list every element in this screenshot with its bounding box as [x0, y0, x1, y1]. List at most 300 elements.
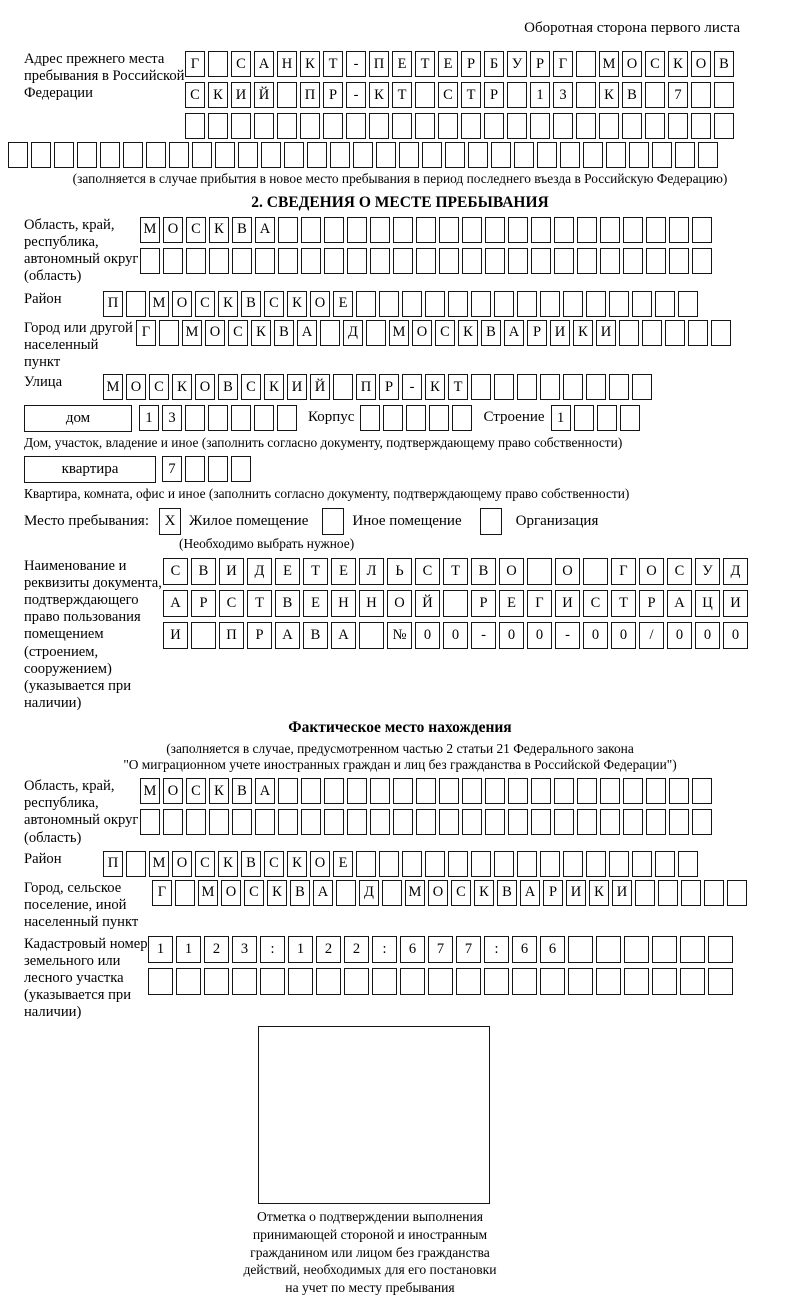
char-box [692, 778, 712, 804]
char-box [554, 809, 574, 835]
char-box: В [303, 622, 328, 649]
char-box [416, 217, 436, 243]
char-box [527, 558, 552, 585]
char-box: Т [415, 51, 435, 77]
char-box: 2 [316, 936, 341, 963]
char-box [439, 248, 459, 274]
char-box [8, 142, 28, 168]
char-box [324, 248, 344, 274]
prev-address-label: Адрес прежнего места пребывания в Российской Федерации [24, 51, 185, 102]
char-box: 7 [428, 936, 453, 963]
char-box [402, 851, 422, 877]
char-box [323, 113, 343, 139]
char-box [652, 142, 672, 168]
option-organization-label: Организация [515, 512, 599, 529]
char-box [531, 809, 551, 835]
char-box [277, 405, 297, 431]
actual-oblast-field [24, 778, 776, 847]
char-box: С [228, 320, 248, 346]
char-box [462, 778, 482, 804]
char-box: У [507, 51, 527, 77]
char-box [320, 320, 340, 346]
char-box: С [415, 558, 440, 585]
char-box [415, 113, 435, 139]
char-box: С [186, 217, 206, 243]
char-box: Н [359, 590, 384, 617]
char-box [646, 217, 666, 243]
city-field [24, 320, 776, 372]
char-box-row [140, 778, 712, 804]
char-box [554, 248, 574, 274]
char-box: 0 [667, 622, 692, 649]
char-box: Р [527, 320, 547, 346]
char-box [415, 82, 435, 108]
char-box [359, 622, 384, 649]
char-box [254, 113, 274, 139]
char-box: С [219, 590, 244, 617]
char-box: Т [461, 82, 481, 108]
char-box [382, 880, 402, 906]
char-box: П [300, 82, 320, 108]
cadastre-label: Кадастровый номер земельного или лесного участка (указывается при наличии) [24, 935, 148, 1021]
cadastre-field [24, 936, 776, 1022]
city-label: Город или другой населенный пункт [24, 319, 133, 371]
char-box: С [186, 778, 206, 804]
korpus-label: Корпус [308, 409, 355, 426]
char-box: И [596, 320, 616, 346]
char-box [507, 82, 527, 108]
char-box [185, 405, 205, 431]
char-box-row [136, 320, 731, 346]
char-box: К [474, 880, 494, 906]
char-box [680, 936, 705, 963]
char-box [209, 248, 229, 274]
char-box [597, 405, 617, 431]
char-box: В [241, 851, 261, 877]
char-box [681, 880, 701, 906]
char-box [278, 809, 298, 835]
char-box [126, 851, 146, 877]
char-box: В [275, 590, 300, 617]
char-box: Н [277, 51, 297, 77]
char-box: 3 [162, 405, 182, 431]
char-box [208, 51, 228, 77]
char-box: О [163, 217, 183, 243]
char-box [192, 142, 212, 168]
char-box: Р [471, 590, 496, 617]
char-box: О [195, 374, 215, 400]
char-box [540, 968, 565, 995]
char-box [600, 217, 620, 243]
char-box [232, 248, 252, 274]
char-box: С [231, 51, 251, 77]
char-box [586, 291, 606, 317]
char-box: В [232, 217, 252, 243]
char-box [425, 291, 445, 317]
char-box: К [287, 291, 307, 317]
char-box [191, 622, 216, 649]
char-box [438, 113, 458, 139]
stay-type-note: (Необходимо выбрать нужное) [179, 535, 355, 551]
char-box [336, 880, 356, 906]
char-box: Н [331, 590, 356, 617]
char-box: : [484, 936, 509, 963]
char-box [655, 291, 675, 317]
char-box [537, 142, 557, 168]
char-box [609, 374, 629, 400]
char-box [443, 590, 468, 617]
char-box: Д [723, 558, 748, 585]
char-box: М [405, 880, 425, 906]
char-box [393, 778, 413, 804]
char-box [140, 809, 160, 835]
char-box [376, 142, 396, 168]
actual-oblast-rows [140, 778, 712, 835]
char-box [260, 968, 285, 995]
apartment-note: Квартира, комната, офис и иное (заполнить согласно документу, подтверждающему право собственности) [24, 486, 630, 502]
apartment-type-box: квартира [24, 456, 156, 483]
char-box [632, 851, 652, 877]
char-box: 0 [499, 622, 524, 649]
char-box: О [163, 778, 183, 804]
char-box: Т [448, 374, 468, 400]
stroenie-boxes [551, 405, 640, 431]
char-box [623, 809, 643, 835]
char-box: К [218, 291, 238, 317]
char-box-row [103, 291, 698, 317]
char-box [658, 880, 678, 906]
char-box [554, 778, 574, 804]
char-box [531, 248, 551, 274]
char-box [425, 851, 445, 877]
char-box [669, 217, 689, 243]
char-box: В [274, 320, 294, 346]
char-box-row [140, 248, 712, 274]
char-box: А [275, 622, 300, 649]
char-box [255, 248, 275, 274]
char-box: А [504, 320, 524, 346]
char-box [175, 880, 195, 906]
char-box: Ь [387, 558, 412, 585]
char-box: 3 [553, 82, 573, 108]
char-box [126, 291, 146, 317]
char-box [665, 320, 685, 346]
char-box [402, 291, 422, 317]
char-box [353, 142, 373, 168]
char-box: А [667, 590, 692, 617]
char-box-row [185, 51, 734, 77]
char-box: К [589, 880, 609, 906]
char-box [577, 217, 597, 243]
char-box: Д [343, 320, 363, 346]
char-box: О [412, 320, 432, 346]
char-box [491, 142, 511, 168]
stay-type-label: Место пребывания: [24, 512, 149, 529]
actual-location-note-1: (заполняется в случае, предусмотренном частью 2 статьи 21 Федерального закона [166, 740, 634, 756]
char-box [208, 405, 228, 431]
char-box [484, 968, 509, 995]
char-box [324, 809, 344, 835]
char-box: Р [379, 374, 399, 400]
char-box [146, 142, 166, 168]
actual-raion-label: Район [24, 850, 62, 867]
char-box [301, 217, 321, 243]
char-box [176, 968, 201, 995]
char-box [462, 248, 482, 274]
char-box: 0 [723, 622, 748, 649]
char-box: Р [247, 622, 272, 649]
char-box [632, 374, 652, 400]
char-box [531, 778, 551, 804]
char-box: О [310, 291, 330, 317]
oblast-rows [140, 217, 712, 274]
option-residential-label: Жилое помещение [189, 512, 309, 529]
char-box [530, 113, 550, 139]
char-box [620, 405, 640, 431]
char-box [711, 320, 731, 346]
char-box [347, 809, 367, 835]
char-box: В [241, 291, 261, 317]
char-box [238, 142, 258, 168]
actual-city-label: Город, сельское поселение, иной населенный пункт [24, 879, 139, 931]
char-box: К [267, 880, 287, 906]
char-box: К [599, 82, 619, 108]
char-box: Т [392, 82, 412, 108]
char-box-row [103, 851, 698, 877]
char-box: А [255, 217, 275, 243]
char-box: 0 [415, 622, 440, 649]
char-box: О [499, 558, 524, 585]
char-box [254, 405, 274, 431]
char-box [462, 217, 482, 243]
char-box: Д [247, 558, 272, 585]
char-box: К [208, 82, 228, 108]
char-box: В [471, 558, 496, 585]
char-box [300, 113, 320, 139]
char-box: / [639, 622, 664, 649]
char-box [512, 968, 537, 995]
char-box: - [346, 51, 366, 77]
char-box [400, 968, 425, 995]
char-box [346, 113, 366, 139]
char-box: О [555, 558, 580, 585]
char-box [163, 248, 183, 274]
char-box [278, 778, 298, 804]
char-box: В [290, 880, 310, 906]
char-box [494, 851, 514, 877]
char-box-row [163, 622, 748, 649]
char-box: Й [310, 374, 330, 400]
char-box [360, 405, 380, 431]
char-box [577, 248, 597, 274]
char-box: К [668, 51, 688, 77]
actual-raion-field [24, 851, 776, 877]
oblast-field [24, 217, 776, 286]
char-box [531, 217, 551, 243]
char-box-row [185, 113, 734, 139]
char-box: 1 [139, 405, 159, 431]
char-box: И [555, 590, 580, 617]
char-box: - [402, 374, 422, 400]
char-box: А [254, 51, 274, 77]
char-box: Г [611, 558, 636, 585]
char-box: Г [527, 590, 552, 617]
char-box-row [152, 880, 747, 906]
char-box: Е [333, 291, 353, 317]
char-box: С [241, 374, 261, 400]
char-box: Е [333, 851, 353, 877]
char-box: В [218, 374, 238, 400]
char-box [344, 968, 369, 995]
char-box [577, 809, 597, 835]
char-box: С [645, 51, 665, 77]
char-box: - [346, 82, 366, 108]
char-box [169, 142, 189, 168]
char-box [583, 142, 603, 168]
char-box: В [481, 320, 501, 346]
char-box: С [438, 82, 458, 108]
char-box: Р [191, 590, 216, 617]
char-box [448, 291, 468, 317]
char-box [208, 113, 228, 139]
char-box: И [612, 880, 632, 906]
char-box: И [219, 558, 244, 585]
char-box: 0 [527, 622, 552, 649]
char-box: И [566, 880, 586, 906]
char-box [554, 217, 574, 243]
char-box [508, 809, 528, 835]
char-box [204, 968, 229, 995]
char-box: 2 [344, 936, 369, 963]
char-box [632, 291, 652, 317]
char-box [646, 248, 666, 274]
char-box: - [471, 622, 496, 649]
char-box-row [140, 809, 712, 835]
cadastre-rows [148, 936, 733, 995]
char-box [714, 82, 734, 108]
char-box: И [287, 374, 307, 400]
char-box: 6 [540, 936, 565, 963]
char-box: 7 [668, 82, 688, 108]
char-box: К [218, 851, 238, 877]
char-box: Е [331, 558, 356, 585]
char-box: С [264, 851, 284, 877]
char-box: Т [611, 590, 636, 617]
street-label: Улица [24, 374, 63, 391]
char-box: 2 [204, 936, 229, 963]
char-box: 7 [162, 456, 182, 482]
char-box [393, 217, 413, 243]
char-box: С [451, 880, 471, 906]
char-box [333, 374, 353, 400]
char-box [655, 851, 675, 877]
char-box: П [356, 374, 376, 400]
char-box-row [140, 217, 712, 243]
char-box [646, 809, 666, 835]
house-note: Дом, участок, владение и иное (заполнить согласно документу, подтверждающему право собственности) [24, 435, 623, 451]
char-box [577, 778, 597, 804]
char-box: Р [323, 82, 343, 108]
char-box: О [205, 320, 225, 346]
char-box: К [573, 320, 593, 346]
char-box: П [219, 622, 244, 649]
char-box [596, 936, 621, 963]
char-box: М [198, 880, 218, 906]
char-box [301, 778, 321, 804]
char-box: С [435, 320, 455, 346]
char-box: О [221, 880, 241, 906]
char-box [439, 217, 459, 243]
char-box [692, 809, 712, 835]
checkbox-other-premises [322, 508, 344, 535]
char-box [600, 778, 620, 804]
char-box: А [520, 880, 540, 906]
char-box: К [209, 217, 229, 243]
char-box [708, 936, 733, 963]
char-box [231, 456, 251, 482]
char-box: Т [247, 590, 272, 617]
char-box [301, 809, 321, 835]
char-box: О [172, 291, 192, 317]
char-box [692, 248, 712, 274]
char-box: О [691, 51, 711, 77]
prev-address-note: (заполняется в случае прибытия в новое место пребывания в период последнего въезда в Российскую Федерацию) [72, 171, 728, 186]
char-box: Й [254, 82, 274, 108]
char-box [600, 248, 620, 274]
char-box: У [695, 558, 720, 585]
char-box [231, 405, 251, 431]
char-box: Р [543, 880, 563, 906]
char-box: Р [639, 590, 664, 617]
char-box [278, 248, 298, 274]
char-box [619, 320, 639, 346]
char-box [159, 320, 179, 346]
char-box [652, 936, 677, 963]
char-box [393, 248, 413, 274]
char-box [714, 113, 734, 139]
char-box: - [555, 622, 580, 649]
char-box [324, 217, 344, 243]
char-box: С [149, 374, 169, 400]
char-box: 0 [583, 622, 608, 649]
char-box [231, 113, 251, 139]
char-box-row [103, 374, 652, 400]
char-box: Л [359, 558, 384, 585]
house-type-box: дом [24, 405, 132, 432]
char-box [599, 113, 619, 139]
stay-type-row [24, 508, 776, 535]
char-box [508, 248, 528, 274]
char-box: П [103, 851, 123, 877]
actual-location-note-2: "О миграционном учете иностранных граждан и лиц без гражданства в Российской Федерации") [123, 757, 677, 773]
char-box: К [300, 51, 320, 77]
char-box [583, 558, 608, 585]
apartment-row [24, 456, 776, 483]
char-box [629, 142, 649, 168]
char-box [494, 291, 514, 317]
char-box [622, 113, 642, 139]
char-box: Г [136, 320, 156, 346]
prev-address-rows [185, 51, 734, 139]
char-box: 1 [551, 405, 571, 431]
char-box [356, 291, 376, 317]
char-box [428, 968, 453, 995]
char-box [624, 968, 649, 995]
char-box: С [264, 291, 284, 317]
char-box: М [140, 778, 160, 804]
char-box [517, 291, 537, 317]
char-box [645, 82, 665, 108]
